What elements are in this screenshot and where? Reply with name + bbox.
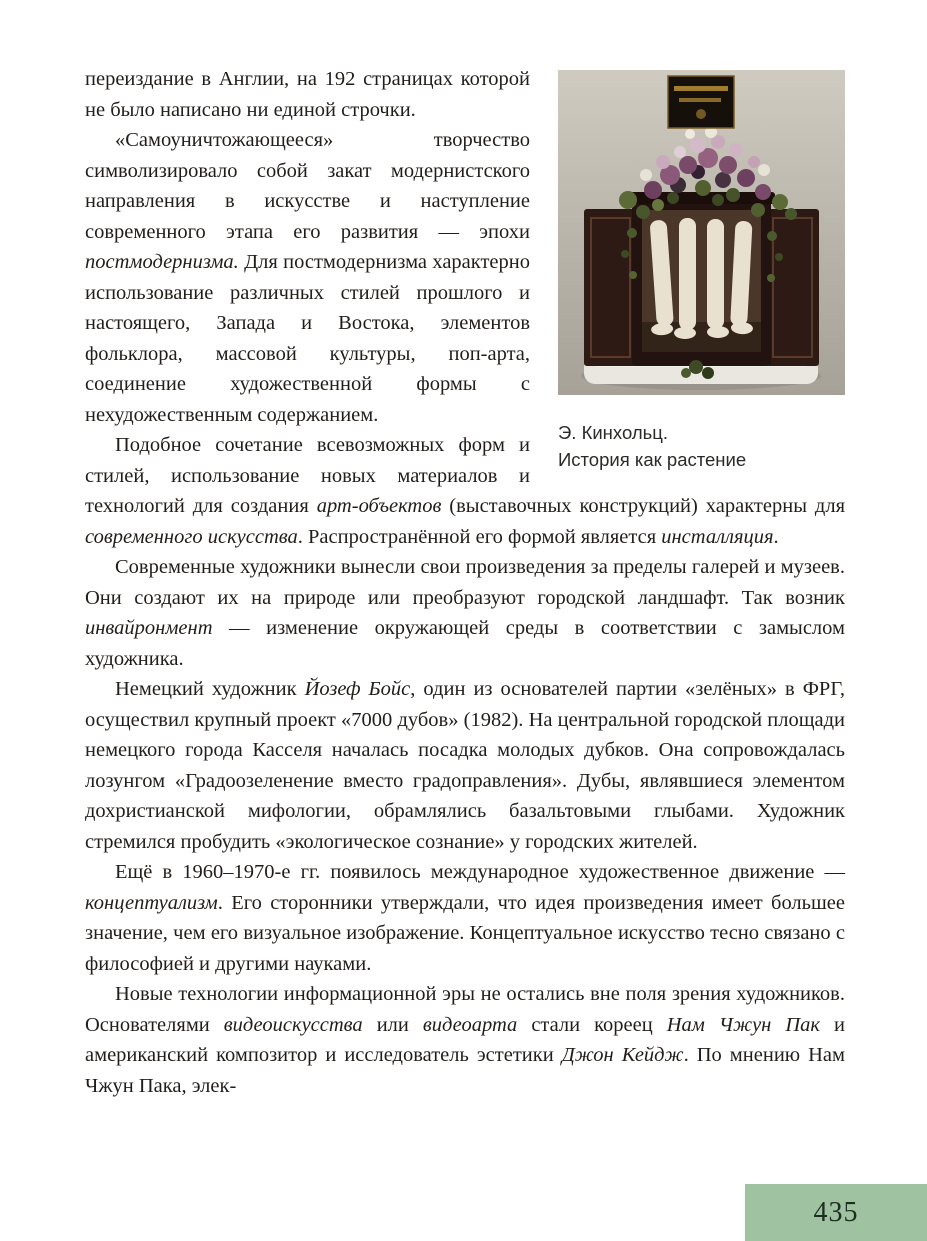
page-number-badge	[745, 1184, 927, 1241]
artwork-photo	[558, 70, 845, 395]
text-run: переиздание в Англии, на 192 страницах которой не было написано ни единой строчки.	[85, 68, 530, 121]
text-run: . Распространённой его формой является	[297, 525, 662, 548]
text-run: . Его сторонники утверждали, что идея произведения имеет большее значение, чем его визуальное изображение. Концептуальное искусство тесно связано с философией и другими науками.	[85, 891, 845, 975]
text-run: .	[773, 525, 779, 548]
artwork-caption	[558, 419, 845, 473]
text-run: Немецкий художник	[115, 678, 305, 700]
term-italic: видеоискусства	[223, 1013, 363, 1036]
term-italic: Йозеф Бойс	[304, 678, 411, 700]
sign-plaque	[668, 76, 734, 128]
page-number: 435	[813, 1196, 859, 1228]
text-run: Ещё в 1960–1970-е гг. появилось международное художественное движение —	[115, 861, 845, 883]
text-run: и американский композитор и исследователь эстетики	[85, 1013, 846, 1066]
text-run: , один из основателей партии «зелёных» в ФРГ, осуществил крупный проект «7000 дубов» (1982). На центральной городской площади немецкого города Касселя началась посадка молодых дубков. Она сопровождалась лозунгом «Градоозеленение вместо градоправления». Дубы, являвшиеся элементом дохристианской мифологии, обрамлялись базальтовыми глыбами. Художник стремился пробудить «экологическое сознание» у городских жителей.	[85, 678, 845, 853]
text-run: — изменение окружающей среды в соответствии с замыслом художника.	[85, 617, 845, 670]
caption-line-1: Э. Кинхольц.	[558, 422, 668, 443]
term-italic: концептуализм	[85, 891, 218, 914]
text-run: «Самоуничтожающееся» творчество символизировало собой закат модернистского направления в искусстве и наступление современного этапа его развития — эпохи	[85, 129, 530, 243]
paragraph	[85, 857, 845, 979]
text-run: Для постмодернизма характерно использование различных стилей прошлого и настоящего, Запада и Востока, элементов фольклора, массовой культуры, поп-арта, соединение художественной формы с нехудожественным содержанием.	[85, 251, 530, 426]
text-run: или	[362, 1013, 423, 1036]
text-run: . По мнению Нам Чжун Пака, элек-	[85, 1044, 845, 1097]
artwork-image	[558, 70, 845, 395]
text-run: Современные художники вынесли свои произведения за пределы галерей и музеев. Они создают их на природе или преобразуют городской ландшафт. Так возник	[85, 556, 845, 609]
paragraph	[85, 674, 845, 857]
term-italic: современного искусства	[85, 525, 298, 548]
paragraph	[85, 979, 845, 1101]
text-run: (выставочных конструкций) характерны для	[441, 495, 845, 517]
term-italic: инвайронмент	[85, 617, 213, 639]
term-italic: инсталляция	[661, 525, 774, 548]
term-italic: постмодернизма.	[85, 251, 239, 273]
artwork-figure	[558, 70, 845, 473]
term-italic: Нам Чжун Пак	[666, 1013, 821, 1036]
text-run: Подобное сочетание всевозможных форм и стилей, использование новых материалов и технологий для создания	[85, 434, 530, 517]
term-italic: видеоарта	[422, 1013, 518, 1036]
caption-line-2: История как растение	[558, 449, 747, 470]
term-italic: арт-объектов	[316, 495, 442, 517]
paragraph	[85, 552, 845, 674]
term-italic: Джон Кейдж	[561, 1044, 684, 1066]
text-run: стали кореец	[517, 1013, 667, 1036]
text-run: Новые технологии информационной эры не остались вне поля зрения художников. Основателями	[85, 983, 845, 1036]
